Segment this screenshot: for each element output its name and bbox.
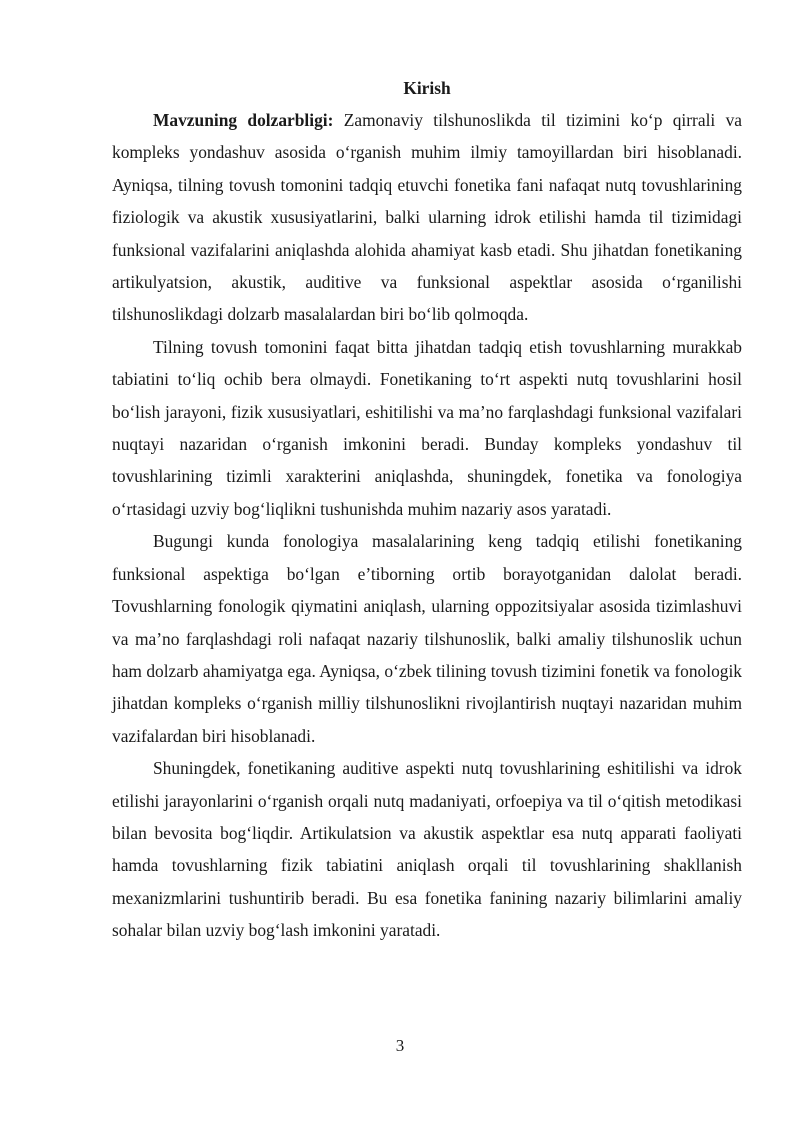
paragraph-text: Tilning tovush tomonini faqat bitta jihatdan tadqiq etish tovushlarning murakkab tabiatini to‘liq ochib bera olmaydi. Fonetikaning to‘rt aspekti nutq tovushlarini hosil bo‘lish jarayoni, fizik xususiyatlari, eshitilishi va ma’no farqlashdagi funksional vazifalari nuqtayi nazaridan o‘rganish imkonini beradi. Bunday kompleks yondashuv til tovushlarining tizimli xarakterini aniqlashda, shuningdek, fonetika va fonologiya o‘rtasidagi uzviy bog‘liqlikni tushunishda muhim nazariy asos yaratadi. xyxy=(112,336,742,519)
paragraph-lead: Mavzuning dolzarbligi: xyxy=(153,110,334,130)
paragraph-2 xyxy=(112,331,742,525)
paragraph-text: Shuningdek, fonetikaning auditive aspekti nutq tovushlarining eshitilishi va idrok etilishi jarayonlarini o‘rganish orqali nutq madaniyati, orfoepiya va til o‘qitish metodikasi bilan bevosita bog‘liqdir. Artikulatsion va akustik aspektlar esa nutq apparati faoliyati hamda tovushlarning fizik tabiatini aniqlash orqali til tovushlarining shakllanish mexanizmlarini tushuntirib beradi. Bu esa fonetika fanining nazariy bilimlarini amaliy sohalar bilan uzviy bog‘lash imkonini yaratadi. xyxy=(112,758,742,941)
paragraph-4 xyxy=(112,752,742,946)
paragraph-text: Zamonaviy tilshunoslikda til tizimini ko‘p qirrali va kompleks yondashuv asosida o‘rganish muhim ilmiy tamoyillardan biri hisoblanadi. Ayniqsa, tilning tovush tomonini tadqiq etuvchi fonetika fani nafaqat nutq tovushlarining fiziologik va akustik xususiyatlarini, balki ularning idrok etilishi hamda til tizimidagi funksional vazifalarini aniqlashda alohida ahamiyat kasb etadi. Shu jihatdan fonetikaning artikulyatsion, akustik, auditive va funksional aspektlar asosida o‘rganilishi tilshunoslikdagi dolzarb masalalardan biri bo‘lib qolmoqda. xyxy=(112,110,742,325)
paragraph-relevance xyxy=(112,104,742,331)
section-title: Kirish xyxy=(403,78,451,98)
paragraph-3 xyxy=(112,525,742,752)
page-number: 3 xyxy=(395,1036,405,1055)
document-page xyxy=(112,72,742,947)
paragraph-text: Bugungi kunda fonologiya masalalarining keng tadqiq etilishi fonetikaning funksional aspektiga bo‘lgan e’tiborning ortib borayotganidan dalolat beradi. Tovushlarning fonologik qiymatini aniqlash, ularning oppozitsiyalar asosida tizimlashuvi va ma’no farqlashdagi roli nafaqat nazariy tilshunoslik, balki amaliy tilshunoslik uchun ham dolzarb ahamiyatga ega. Ayniqsa, o‘zbek tilining tovush tizimini fonetik va fonologik jihatdan kompleks o‘rganish milliy tilshunoslikni rivojlantirish nuqtayi nazaridan muhim vazifalardan biri hisoblanadi. xyxy=(112,531,742,746)
